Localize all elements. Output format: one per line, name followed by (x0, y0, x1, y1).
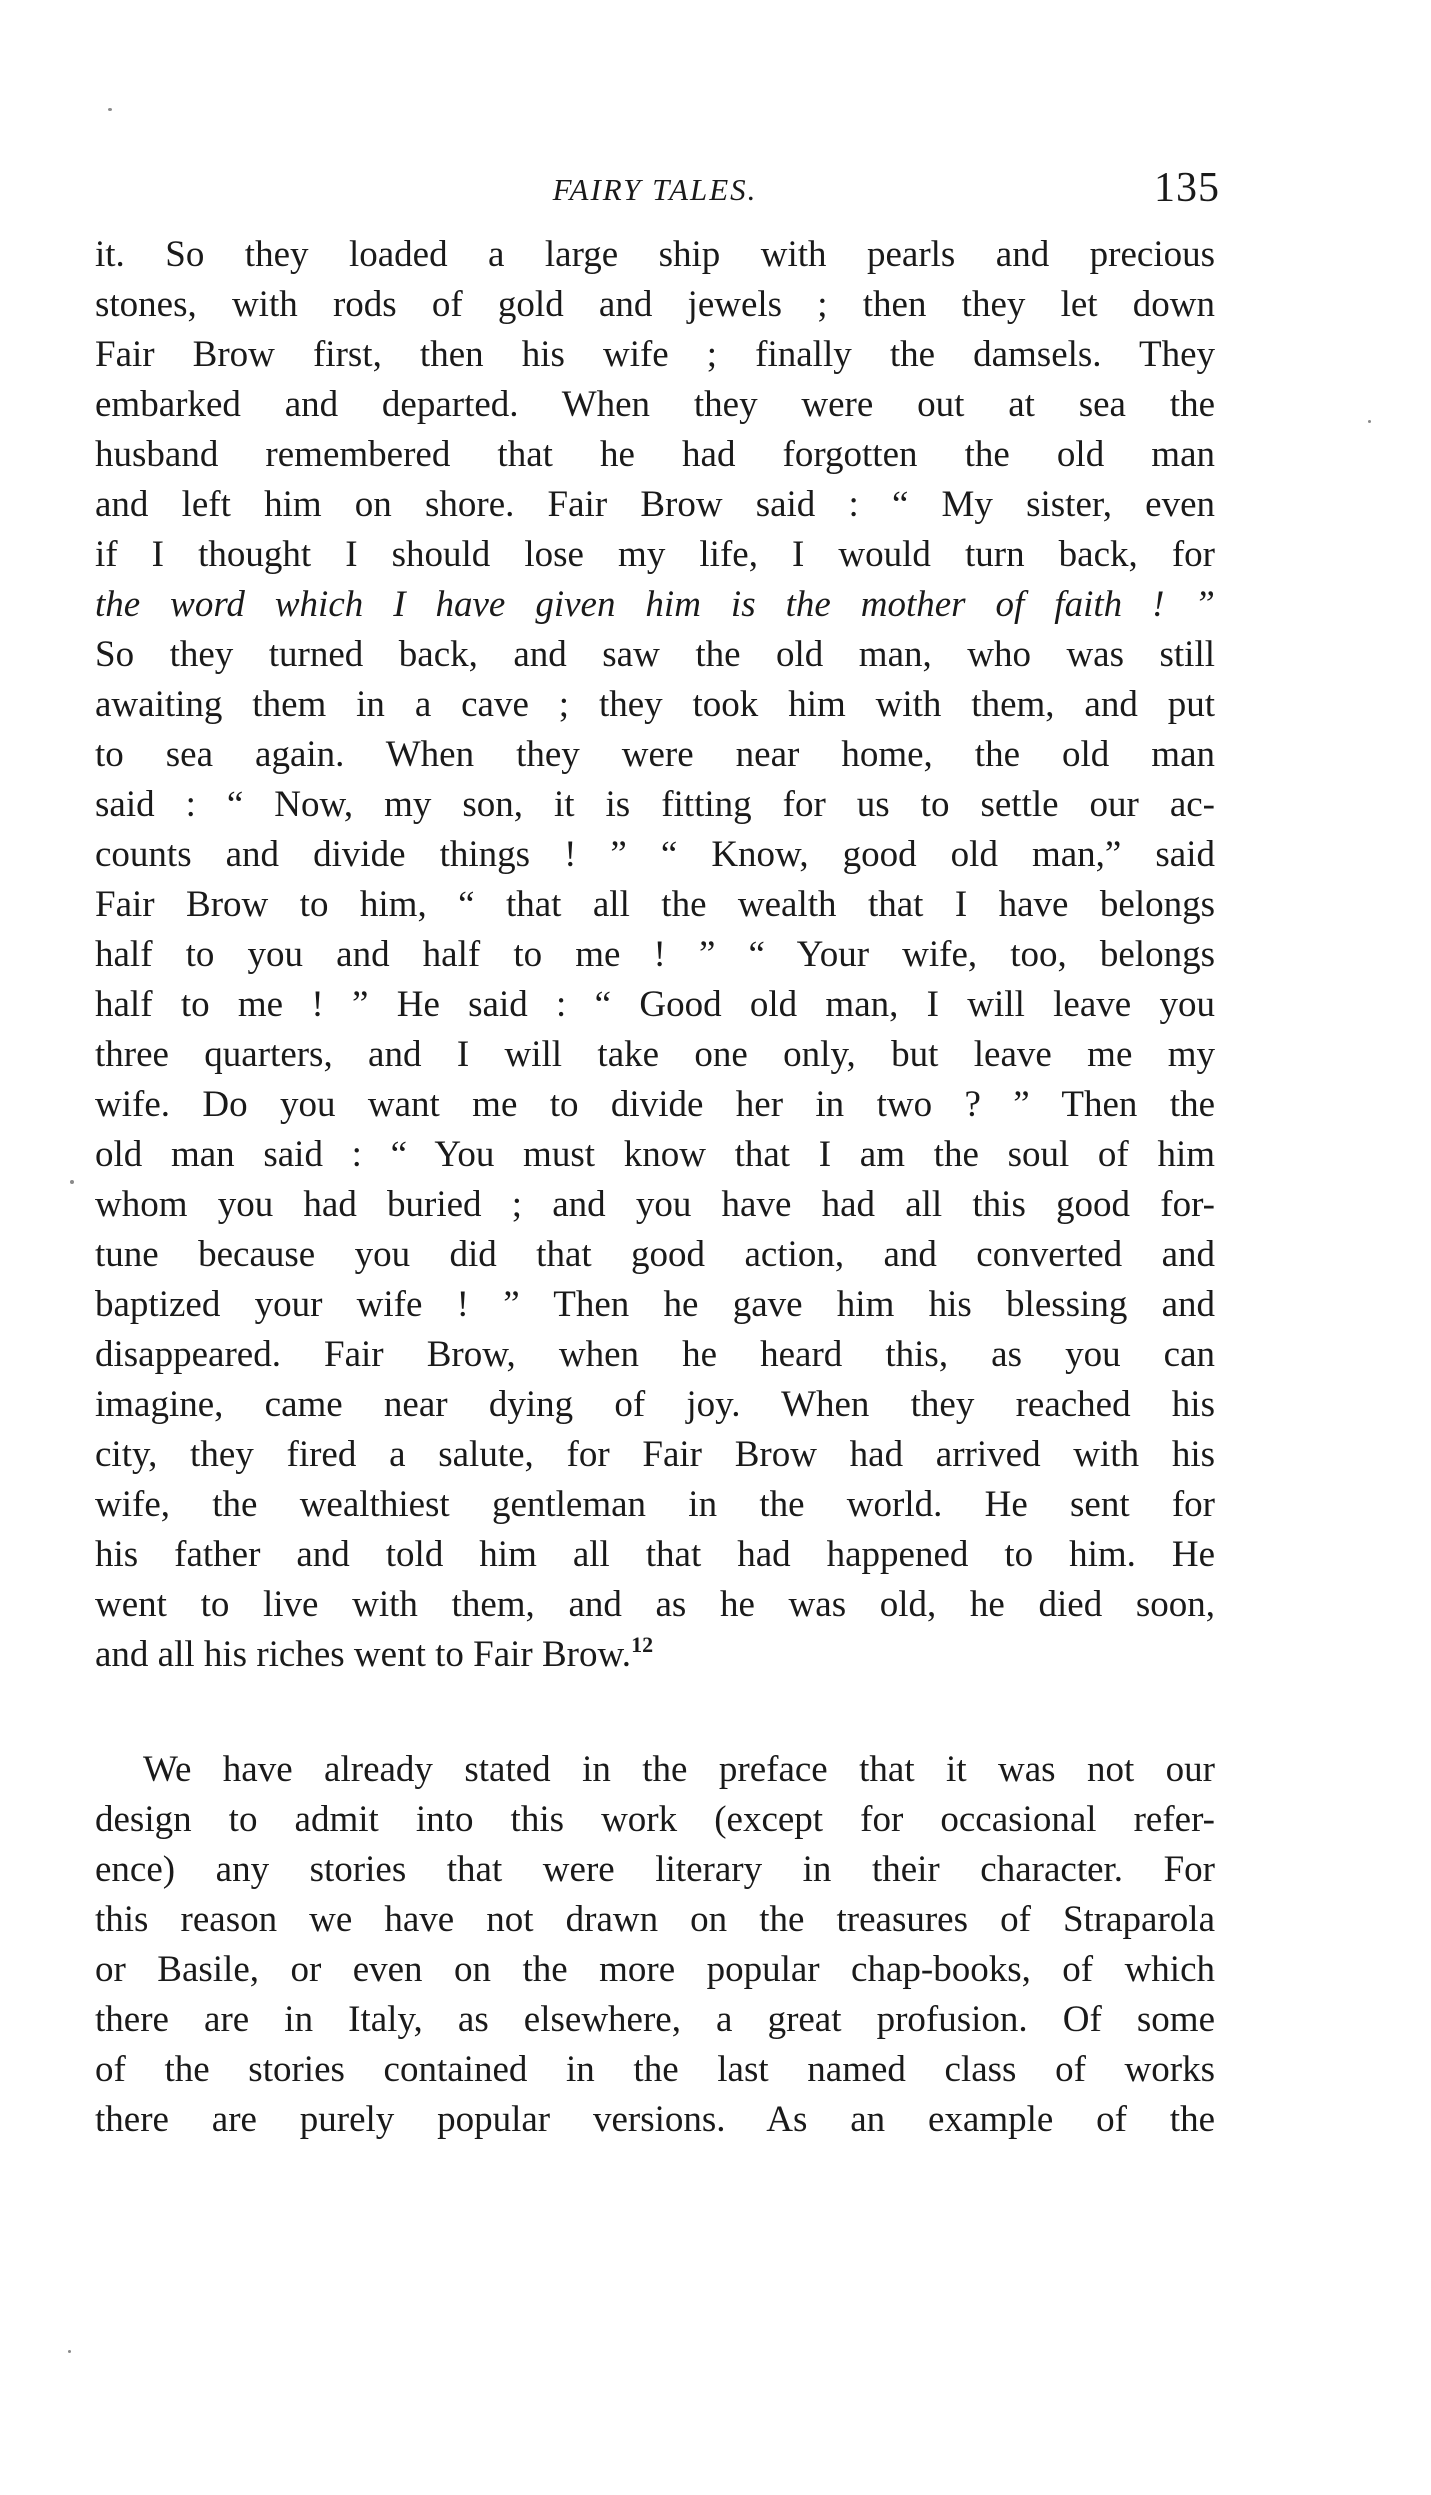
text-line: design to admit into this work (except for occasional refer- (95, 1799, 1215, 1840)
text-line: went to live with them, and as he was old, he died soon, (95, 1584, 1215, 1625)
footnote-marker: 12 (631, 1632, 654, 1657)
text-line: of the stories contained in the last named class of works (95, 2049, 1215, 2090)
text-line: or Basile, or even on the more popular chap-books, of which (95, 1949, 1215, 1990)
text-line: husband remembered that he had forgotten the old man (95, 434, 1215, 475)
text-line: old man said : “ You must know that I am the soul of him (95, 1134, 1215, 1175)
paragraph-2 (95, 1745, 1215, 2145)
text-line: ence) any stories that were literary in their character. For (95, 1849, 1215, 1890)
text-line: city, they fired a salute, for Fair Brow had arrived with his (95, 1434, 1215, 1475)
running-title: FAIRY TALES. (552, 172, 758, 207)
text-line: if I thought I should lose my life, I would turn back, for (95, 534, 1215, 575)
page-number: 135 (1154, 165, 1220, 211)
text-line: baptized your wife ! ” Then he gave him his blessing and (95, 1284, 1215, 1325)
italic-quote: the word which I have given him is the mother of faith ! ” (95, 584, 1215, 625)
text-line: counts and divide things ! ” “ Know, good old man,” said (95, 834, 1215, 875)
paragraph-1 (95, 230, 1215, 1680)
text-line: whom you had buried ; and you have had all this good for- (95, 1184, 1215, 1225)
text-line: embarked and departed. When they were out at sea the (95, 384, 1215, 425)
text-line: and left him on shore. Fair Brow said : “ My sister, even (95, 484, 1215, 525)
text-line: three quarters, and I will take one only, but leave me my (95, 1034, 1215, 1075)
text-line: his father and told him all that had happened to him. He (95, 1534, 1215, 1575)
scan-speck (1368, 420, 1371, 423)
scan-speck (70, 1180, 74, 1184)
text-line: disappeared. Fair Brow, when he heard this, as you can (95, 1334, 1215, 1375)
scan-speck (108, 108, 112, 111)
text-line: Fair Brow to him, “ that all the wealth that I have belongs (95, 884, 1215, 925)
text-line: said : “ Now, my son, it is fitting for us to settle our ac- (95, 784, 1215, 825)
text-line: We have already stated in the preface that it was not our (143, 1749, 1215, 1790)
text-line: wife. Do you want me to divide her in two ? ” Then the (95, 1084, 1215, 1125)
text-line-last (95, 1630, 1215, 1680)
text-line-italic (95, 580, 1215, 630)
text-line: there are purely popular versions. As an example of the (95, 2099, 1215, 2140)
text-line: tune because you did that good action, and converted and (95, 1234, 1215, 1275)
text-line: stones, with rods of gold and jewels ; then they let down (95, 284, 1215, 325)
text-line: So they turned back, and saw the old man, who was still (95, 634, 1215, 675)
text-line: half to you and half to me ! ” “ Your wife, too, belongs (95, 934, 1215, 975)
last-line-text: and all his riches went to Fair Brow. (95, 1634, 632, 1675)
text-line: it. So they loaded a large ship with pearls and precious (95, 234, 1215, 275)
text-line: imagine, came near dying of joy. When they reached his (95, 1384, 1215, 1425)
scan-speck (68, 2350, 71, 2353)
page-header (95, 160, 1220, 220)
text-line: to sea again. When they were near home, the old man (95, 734, 1215, 775)
text-line: Fair Brow first, then his wife ; finally the damsels. They (95, 334, 1215, 375)
text-line: this reason we have not drawn on the treasures of Straparola (95, 1899, 1215, 1940)
text-line: wife, the wealthiest gentleman in the world. He sent for (95, 1484, 1215, 1525)
text-line: there are in Italy, as elsewhere, a great profusion. Of some (95, 1999, 1215, 2040)
text-line: awaiting them in a cave ; they took him with them, and put (95, 684, 1215, 725)
text-line: half to me ! ” He said : “ Good old man, I will leave you (95, 984, 1215, 1025)
